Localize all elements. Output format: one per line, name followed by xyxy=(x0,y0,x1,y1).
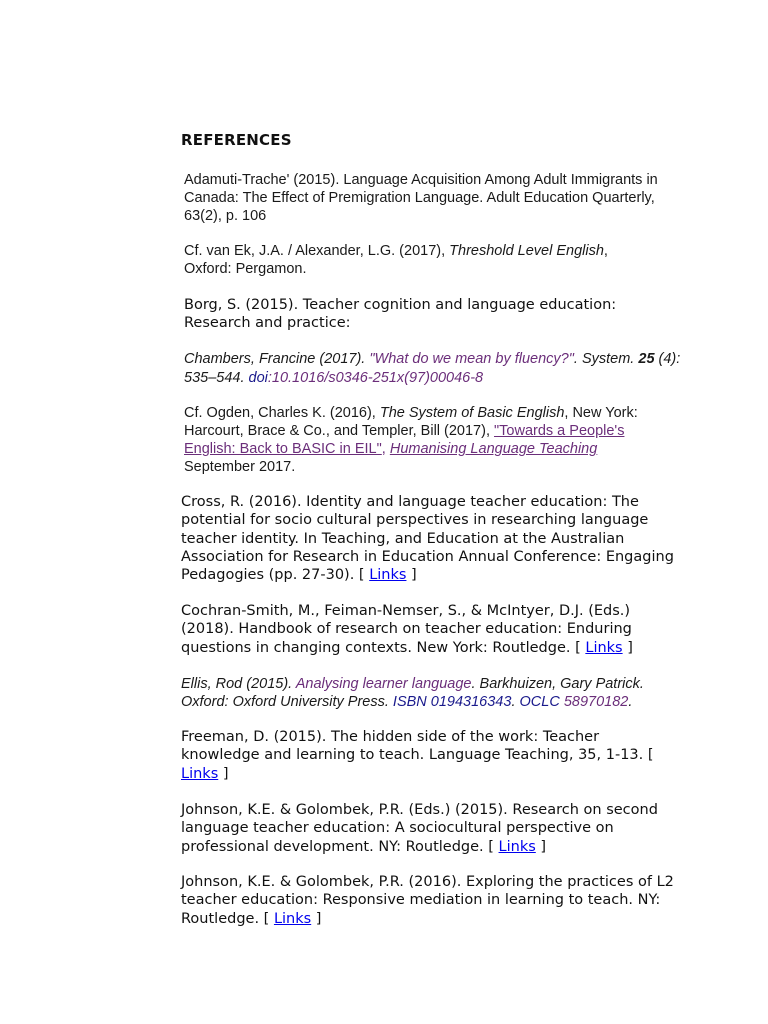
reference-middle: , New York: Harcourt, Brace & Co., and Templer, Bill (2017), xyxy=(184,405,638,439)
reference-text: Cochran-Smith, M., Feiman-Nemser, S., & McIntyer, D.J. (Eds.) (2018). Handbook of research on teacher education: Enduring questions in changing contexts. New York: Routledge. [ xyxy=(181,603,632,656)
reference-middle: . Barkhuizen, Gary Patrick. Oxford: Oxford University Press. xyxy=(181,676,644,710)
references-heading: REFERENCES xyxy=(181,131,292,149)
reference-cochran-smith xyxy=(181,602,671,657)
reference-chambers xyxy=(184,350,684,387)
reference-author: Ellis, Rod (2015). xyxy=(181,676,296,692)
reference-pages: (4): 535–544. xyxy=(184,351,681,386)
doi-label-link[interactable]: doi xyxy=(248,369,268,386)
reference-text: Borg, S. (2015). Teacher cognition and language education: Research and practice: xyxy=(184,297,617,332)
reference-text: Adamuti-Trache' (2015). Language Acquisition Among Adult Immigrants in Canada: The Effect of Premigration Language. Adult Education Quarterly, 63(2), p. 106 xyxy=(184,172,658,224)
reference-author: Chambers, Francine (2017). xyxy=(184,351,370,367)
reference-dot: . xyxy=(511,694,520,710)
links-link[interactable]: Links xyxy=(585,639,623,656)
oclc-label-link[interactable]: OCLC xyxy=(519,694,560,710)
reference-freeman xyxy=(181,728,676,783)
oclc-value-link[interactable]: 58970182 xyxy=(559,694,629,710)
article-title-link[interactable]: "What do we mean by fluency?" xyxy=(369,351,574,367)
reference-cross xyxy=(181,493,676,584)
links-link[interactable]: Links xyxy=(181,765,219,782)
reference-johnson-golombek-2016 xyxy=(181,873,681,928)
reference-end: . xyxy=(628,694,633,710)
reference-ellis xyxy=(181,675,671,711)
analysing-learner-language-link[interactable]: Analysing learner language xyxy=(295,676,472,692)
isbn-link[interactable]: ISBN 0194316343 xyxy=(392,694,512,710)
doi-value-link[interactable]: :10.1016/s0346-251x(97)00046-8 xyxy=(267,369,484,386)
reference-text: Freeman, D. (2015). The hidden side of the work: Teacher knowledge and learning to teach. Language Teaching, 35, 1-13. [ xyxy=(181,729,654,764)
reference-suffix: , Oxford: Pergamon. xyxy=(184,243,608,277)
reference-johnson-golombek-2015 xyxy=(181,801,676,856)
bracket-close: ] xyxy=(311,910,322,927)
reference-prefix: Cf. van Ek, J.A. / Alexander, L.G. (2017), xyxy=(184,243,450,259)
humanising-language-teaching-link[interactable]: Humanising Language Teaching xyxy=(389,441,598,457)
reference-title: Threshold Level English xyxy=(449,243,604,259)
reference-suffix: September 2017. xyxy=(184,459,296,475)
reference-prefix: Cf. Ogden, Charles K. (2016), xyxy=(184,405,380,421)
links-link[interactable]: Links xyxy=(369,567,407,584)
bracket-close: ] xyxy=(622,639,633,656)
reference-adamuti-trache xyxy=(184,171,674,225)
reference-text: Johnson, K.E. & Golombek, P.R. (Eds.) (2015). Research on second language teacher education: A sociocultural perspective on professional development. NY: Routledge. [ xyxy=(181,802,658,855)
reference-text: Cross, R. (2016). Identity and language teacher education: The potential for socio cultural perspectives in researching language teacher identity. In Teaching, and Education at the Australian Association for Research in Education Annual Conference: Engaging Pedagogies (pp. 27-30). [ xyxy=(181,494,674,584)
reference-title: The System of Basic English xyxy=(379,405,565,421)
reference-text: Johnson, K.E. & Golombek, P.R. (2016). Exploring the practices of L2 teacher education: Responsive mediation in learning to teach. NY: Routledge. [ xyxy=(181,874,674,927)
links-link[interactable]: Links xyxy=(273,910,312,927)
bracket-close: ] xyxy=(535,838,547,855)
towards-peoples-english-link[interactable]: "Towards a People's English: Back to BASIC in EIL" xyxy=(184,423,625,457)
reference-van-ek xyxy=(184,242,644,278)
links-link[interactable]: Links xyxy=(498,838,536,855)
bracket-close: ] xyxy=(406,567,417,584)
bracket-close: ] xyxy=(218,765,229,782)
reference-comma: , xyxy=(381,441,390,457)
reference-journal: . System. xyxy=(573,351,639,367)
reference-volume: 25 xyxy=(638,351,655,367)
reference-borg xyxy=(184,296,654,333)
reference-ogden xyxy=(184,404,664,476)
